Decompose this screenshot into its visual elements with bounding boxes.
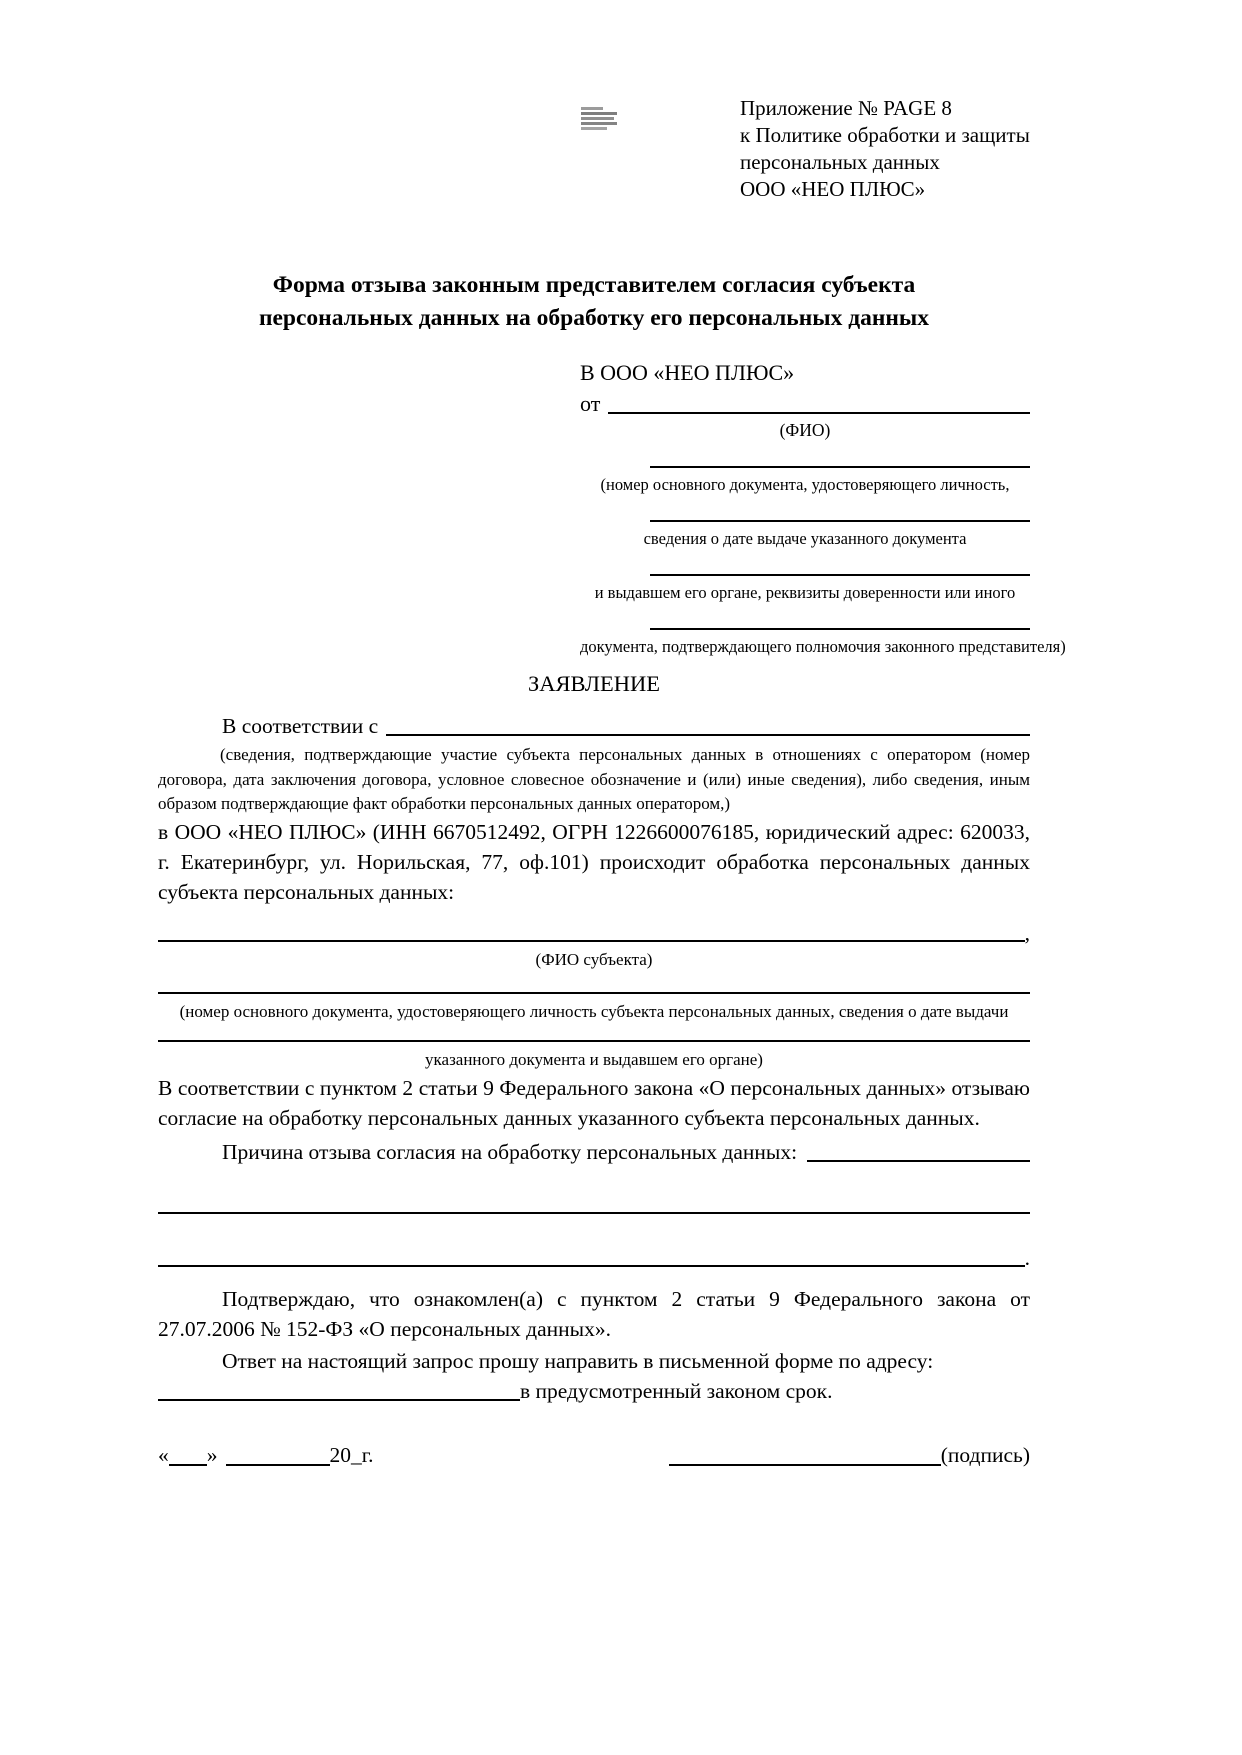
subject-doc-line-1 bbox=[158, 991, 1030, 994]
subject-fio-suffix: , bbox=[1024, 920, 1030, 945]
fio-caption: (ФИО) bbox=[779, 420, 831, 440]
footer-row bbox=[158, 1440, 1030, 1470]
operator-paragraph: в ООО «НЕО ПЛЮС» (ИНН 6670512492, ОГРН 1226600076185, юридический адрес: 620033, г. Екатеринбург, ул. Норильская, 77, оф.101) происходит обработка персональных данных субъекта персональных данных: bbox=[158, 819, 1030, 904]
title-line-1: Форма отзыва законным представителем согласия субъекта bbox=[272, 272, 916, 298]
date-blank-month bbox=[226, 1463, 330, 1466]
addressee-block bbox=[580, 359, 1066, 657]
date-year-text: 20_г. bbox=[329, 1443, 374, 1467]
blank-line-2-row bbox=[158, 1244, 1030, 1272]
blank-line-2 bbox=[158, 1264, 1025, 1267]
embedded-field-icon bbox=[581, 107, 617, 133]
withdraw-paragraph: В соответствии с пунктом 2 статьи 9 Федерального закона «О персональных данных» отзываю согласие на обработку персональных данных указанного субъекта персональных данных. bbox=[158, 1075, 1030, 1130]
doc-field-caption-3: и выдавшем его органе, реквизиты доверенности или иного bbox=[594, 583, 1016, 602]
addressee-to: В ООО «НЕО ПЛЮС» bbox=[580, 360, 795, 385]
statement-heading: ЗАЯВЛЕНИЕ bbox=[528, 671, 660, 696]
period-suffix: . bbox=[1024, 1245, 1030, 1270]
doc-field-caption-4: документа, подтверждающего полномочия законного представителя) bbox=[580, 637, 1066, 656]
subject-doc-row-2 bbox=[158, 1039, 1030, 1047]
reply-address-row bbox=[158, 1376, 1030, 1406]
subject-fio-caption: (ФИО субъекта) bbox=[535, 949, 653, 969]
intro-row bbox=[158, 711, 1030, 741]
reason-row bbox=[158, 1137, 1030, 1167]
intro-caption: (сведения, подтверждающие участие субъекта персональных данных в отношениях с оператором (номер договора, дата заключения договора, условное словесное обозначение и (или) иные сведения), либо сведения, иным образом подтверждающие факт обработки персональных данных оператором,) bbox=[158, 745, 1030, 813]
header-line-appendix: Приложение № PAGE 8 bbox=[740, 96, 952, 120]
date-group bbox=[158, 1440, 374, 1470]
confirm-paragraph: Подтверждаю, что ознакомлен(а) с пунктом 2 статьи 9 Федерального закона от 27.07.2006 № 152-ФЗ «О персональных данных». bbox=[158, 1286, 1030, 1341]
from-row bbox=[580, 389, 1030, 419]
reply-address-text: Ответ на настоящий запрос прошу направить в письменной форме по адресу: bbox=[222, 1348, 934, 1373]
date-laquo: « bbox=[158, 1443, 169, 1467]
blank-line-1 bbox=[158, 1211, 1030, 1214]
header-block bbox=[158, 95, 1030, 207]
reason-label: Причина отзыва согласия на обработку персональных данных: bbox=[222, 1139, 798, 1164]
doc-field-caption-1: (номер основного документа, удостоверяющего личность, bbox=[600, 475, 1010, 494]
intro-label: В соответствии с bbox=[222, 714, 379, 738]
header-line-personal-data: персональных данных bbox=[740, 150, 940, 174]
header-line-policy: к Политике обработки и защиты bbox=[740, 123, 1030, 147]
subject-doc-caption-2: указанного документа и выдавшем его органе) bbox=[425, 1049, 763, 1069]
page-title bbox=[158, 269, 1030, 335]
subject-doc-row-1 bbox=[158, 991, 1030, 999]
subject-doc-line-2 bbox=[158, 1039, 1030, 1042]
subject-fio-row bbox=[158, 919, 1030, 947]
signature-group bbox=[669, 1440, 1030, 1470]
doc-field-line-3 bbox=[650, 573, 1030, 576]
reply-address-fill-line bbox=[158, 1398, 520, 1401]
signature-caption: (подпись) bbox=[940, 1443, 1030, 1467]
doc-field-line-2 bbox=[650, 519, 1030, 522]
doc-field-line-4 bbox=[650, 627, 1030, 630]
header-line-company: ООО «НЕО ПЛЮС» bbox=[740, 177, 926, 201]
reason-fill-line bbox=[807, 1159, 1030, 1162]
date-raquo: » bbox=[206, 1443, 218, 1467]
from-label: от bbox=[580, 391, 601, 416]
appendix-header bbox=[740, 95, 1030, 203]
from-fill-line bbox=[608, 411, 1030, 414]
reply-suffix-text: в предусмотренный законом срок. bbox=[520, 1378, 833, 1403]
date-blank-day bbox=[169, 1463, 207, 1466]
doc-field-line-1 bbox=[650, 465, 1030, 468]
doc-field-caption-2: сведения о дате выдаче указанного документа bbox=[643, 529, 967, 548]
subject-fio-line bbox=[158, 939, 1025, 942]
title-line-2: персональных данных на обработку его персональных данных bbox=[258, 305, 930, 331]
intro-fill-line bbox=[386, 733, 1030, 736]
signature-fill-line bbox=[669, 1463, 941, 1466]
subject-doc-caption-1: (номер основного документа, удостоверяющего личность субъекта персональных данных, сведения о дате выдачи bbox=[179, 1001, 1009, 1021]
